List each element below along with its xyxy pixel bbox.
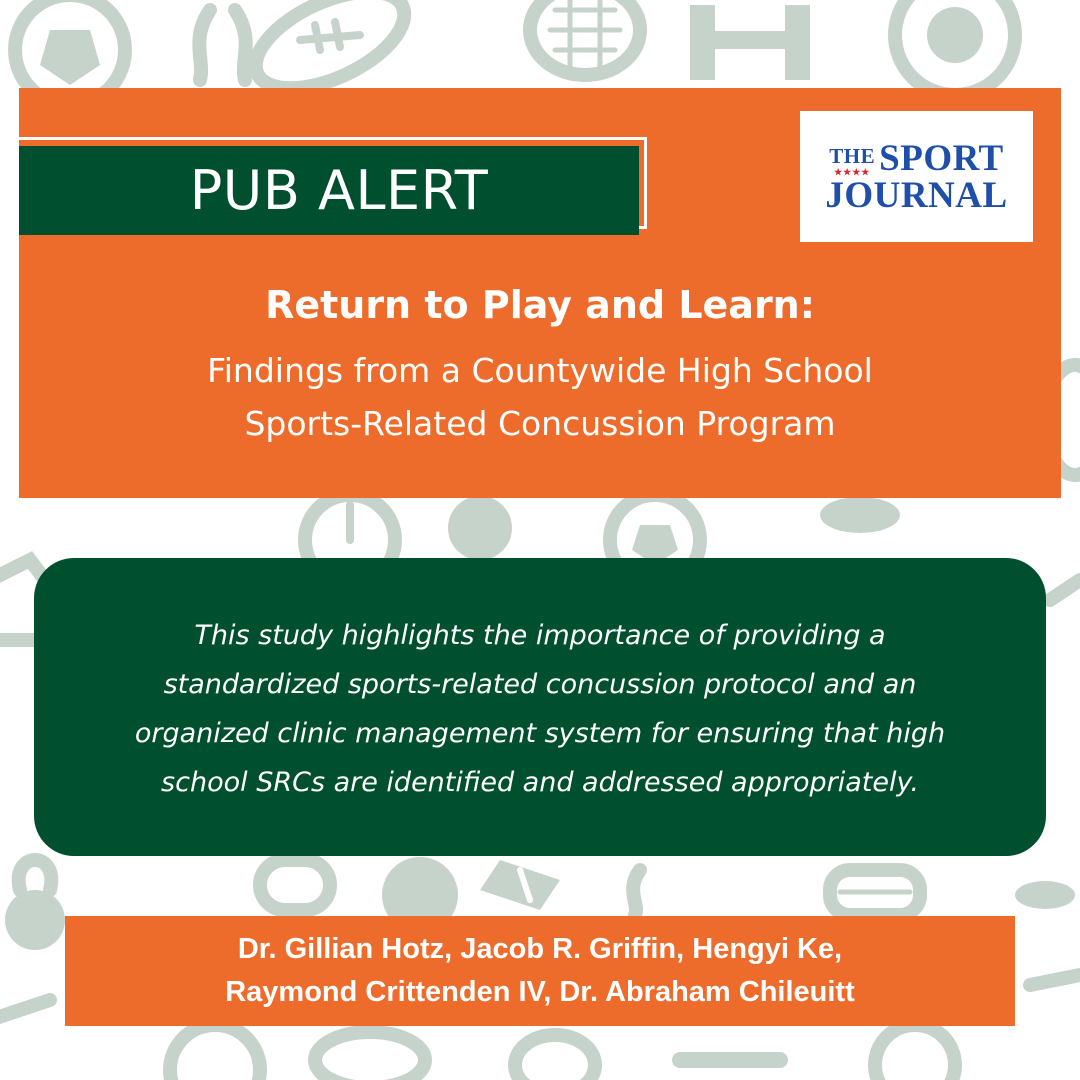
subtitle-line: Findings from a Countywide High School (207, 351, 873, 390)
stopwatch-icon (895, 0, 1015, 95)
logo-sport: SPORT (879, 137, 1004, 179)
article-subtitle (19, 344, 1061, 450)
tennis-racket-icon (515, 1035, 595, 1080)
checkered-flag-icon (480, 860, 560, 910)
pub-alert-label: PUB ALERT (189, 159, 489, 222)
tennis-racket-icon (530, 0, 640, 75)
logo-the: THE (829, 143, 876, 168)
logo-the-group (829, 143, 876, 177)
authors-line: Raymond Crittenden IV, Dr. Abraham Chileuitt (225, 976, 855, 1008)
article-title: Return to Play and Learn: (265, 283, 815, 327)
logo-journal: JOURNAL (825, 174, 1008, 216)
summary-panel (34, 558, 1046, 856)
soccer-ball-icon (170, 1025, 260, 1080)
hockey-puck-icon (1015, 881, 1075, 909)
subtitle-line: Sports-Related Concussion Program (244, 404, 836, 443)
whistle-icon (260, 860, 330, 910)
summary-line: This study highlights the importance of providing a (194, 620, 886, 651)
logo-stars: ★★★★ (834, 166, 871, 177)
football-icon (315, 1032, 425, 1080)
summary-line: standardized sports-related concussion protocol and an (163, 669, 917, 700)
summary-line: organized clinic management system for ensuring that high (134, 718, 946, 749)
summary-line: school SRCs are identified and addressed appropriately. (161, 767, 919, 798)
bowling-ball-icon (448, 496, 512, 560)
sport-journal-logo (800, 111, 1033, 242)
authors-panel (65, 916, 1015, 1026)
summary-text (45, 607, 1035, 807)
authors-text (70, 928, 1010, 1014)
bowling-pin-icon (199, 10, 246, 80)
whistle-icon (830, 870, 920, 915)
baseball-bat-icon (1030, 975, 1080, 985)
kettlebell-icon (5, 860, 65, 950)
baseball-bat-icon (0, 1000, 50, 1020)
authors-line: Dr. Gillian Hotz, Jacob R. Griffin, Hengyi Ke, (237, 933, 843, 965)
tennis-racket-icon (1050, 580, 1080, 600)
bowling-pin-icon (633, 870, 640, 915)
dumbbell-icon (690, 5, 810, 80)
stopwatch-icon (875, 1025, 955, 1080)
hockey-puck-icon (820, 497, 900, 533)
pub-alert-badge (19, 146, 639, 235)
logo-top-row (829, 137, 1004, 179)
